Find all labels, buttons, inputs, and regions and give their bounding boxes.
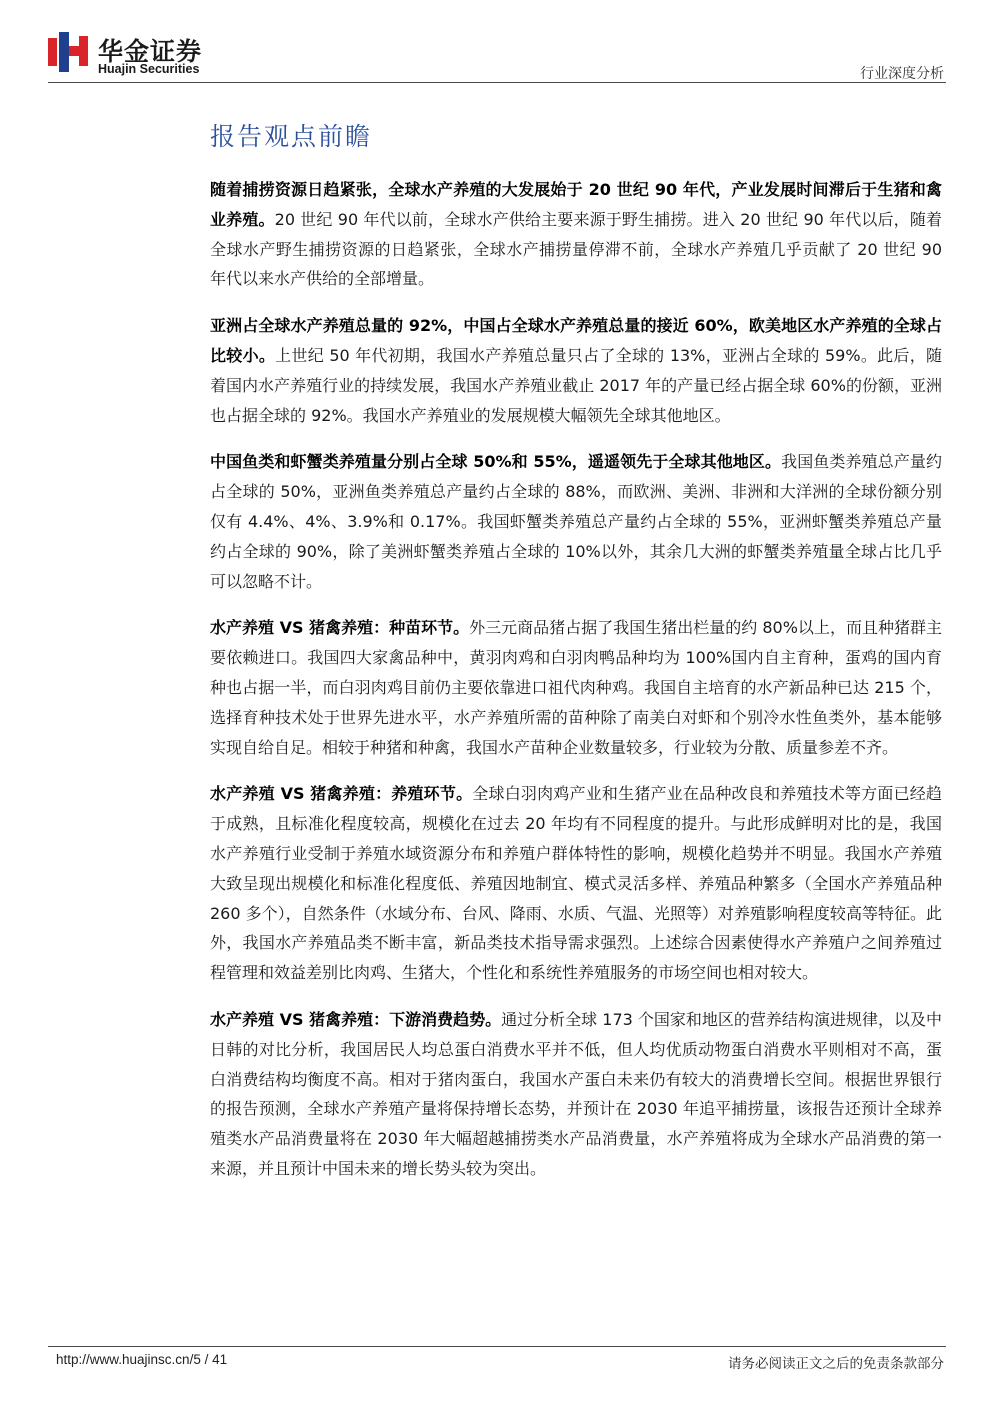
page-header [48,30,946,86]
paragraph-5 [210,779,942,988]
paragraph-1-lead: 随着捕捞资源日趋紧张，全球水产养殖的大发展始于 20 世纪 90 年代，产业发展时间滞后于生猪和禽业养殖。 [210,180,942,229]
paragraph-4-lead: 水产养殖 VS 猪禽养殖：种苗环节。 [210,618,470,638]
paragraph-6 [210,1005,942,1184]
header-divider [48,82,946,83]
section-title: 报告观点前瞻 [210,122,373,151]
paragraph-2-lead: 亚洲占全球水产养殖总量的 92%，中国占全球水产养殖总量的接近 60%，欧美地区水产养殖的全球占比较小。 [210,316,942,365]
paragraph-4-text: 外三元商品猪占据了我国生猪出栏量的约 80%以上，而且种猪群主要依赖进口。我国四大家禽品种中，黄羽肉鸡和白羽肉鸭品种均为 100%国内自主育种，蛋鸡的国内育种也占据一半，而白羽肉鸡目前仍主要依靠进口祖代肉种鸡。我国自主培育的水产新品种已达 215 个，选择育种技术处于世界先进水平，水产养殖所需的苗种除了南美白对虾和个别冷水性鱼类外，基本能够实现自给自足。相较于种猪和种禽，我国水产苗种企业数量较多，行业较为分散、质量参差不齐。 [210,618,942,757]
paragraph-1 [210,175,942,294]
paragraph-2-text: 上世纪 50 年代初期，我国水产养殖总量只占了全球的 13%，亚洲占全球的 59%。此后，随着国内水产养殖行业的持续发展，我国水产养殖业截止 2017 年的产量已经占据全球 60%的份额，亚洲也占据全球的 92%。我国水产养殖业的发展规模大幅领先全球其他地区。 [210,345,942,425]
paragraph-2 [210,311,942,430]
paragraph-3-lead: 中国鱼类和虾蟹类养殖量分别占全球 50%和 55%，遥遥领先于全球其他地区。 [210,452,782,472]
logo-english-name: Huajin Securities [98,62,200,76]
footer-disclaimer: 请务必阅读正文之后的免责条款部分 [728,1356,944,1372]
huajin-logo-icon [48,32,88,72]
report-body [210,175,942,1201]
footer-url-page[interactable]: http://www.huajinsc.cn/5 / 41 [56,1352,228,1367]
document-type: 行业深度分析 [860,66,944,82]
paragraph-3-text: 我国鱼类养殖总产量约占全球的 50%，亚洲鱼类养殖总产量约占全球的 88%，而欧洲、美洲、非洲和大洋洲的全球份额分别仅有 4.4%、4%、3.9%和 0.17%。我国虾蟹类养殖总产量约占全球的 55%，亚洲虾蟹类养殖总产量约占全球的 90%，除了美洲虾蟹类养殖占全球的 10%以外，其余几大洲的虾蟹类养殖量全球占比几乎可以忽略不计。 [210,452,942,591]
footer-divider [48,1346,946,1347]
paragraph-3 [210,447,942,596]
paragraph-4 [210,613,942,762]
paragraph-1-text: 20 世纪 90 年代以前，全球水产供给主要来源于野生捕捞。进入 20 世纪 90 年代以后，随着全球水产野生捕捞资源的日趋紧张，全球水产捕捞量停滞不前，全球水产养殖几乎贡献了 20 世纪 90 年代以来水产供给的全部增量。 [210,209,942,289]
paragraph-6-text: 通过分析全球 173 个国家和地区的营养结构演进规律，以及中日韩的对比分析，我国居民人均总蛋白消费水平并不低，但人均优质动物蛋白消费水平则相对不高，蛋白消费结构均衡度不高。相对于猪肉蛋白，我国水产蛋白未来仍有较大的消费增长空间。根据世界银行的报告预测，全球水产养殖产量将保持增长态势，并预计在 2030 年追平捕捞量，该报告还预计全球养殖类水产品消费量将在 2030 年大幅超越捕捞类水产品消费量，水产养殖将成为全球水产品消费的第一来源，并且预计中国未来的增长势头较为突出。 [210,1009,942,1178]
paragraph-5-lead: 水产养殖 VS 猪禽养殖：养殖环节。 [210,784,473,804]
logo-chinese-name: 华金证券 [98,37,203,66]
paragraph-6-lead: 水产养殖 VS 猪禽养殖：下游消费趋势。 [210,1009,502,1029]
paragraph-5-text: 全球白羽肉鸡产业和生猪产业在品种改良和养殖技术等方面已经趋于成熟，且标准化程度较高，规模化在过去 20 年均有不同程度的提升。与此形成鲜明对比的是，我国水产养殖行业受制于养殖水域资源分布和养殖户群体特性的影响，规模化趋势并不明显。我国水产养殖大致呈现出规模化和标准化程度低、养殖因地制宜、模式灵活多样、养殖品种繁多（全国水产养殖品种 260 多个），自然条件（水域分布、台风、降雨、水质、气温、光照等）对养殖影响程度较高等特征。此外，我国水产养殖品类不断丰富，新品类技术指导需求强烈。上述综合因素使得水产养殖户之间养殖过程管理和效益差别比肉鸡、生猪大，个性化和系统性养殖服务的市场空间也相对较大。 [210,784,942,983]
